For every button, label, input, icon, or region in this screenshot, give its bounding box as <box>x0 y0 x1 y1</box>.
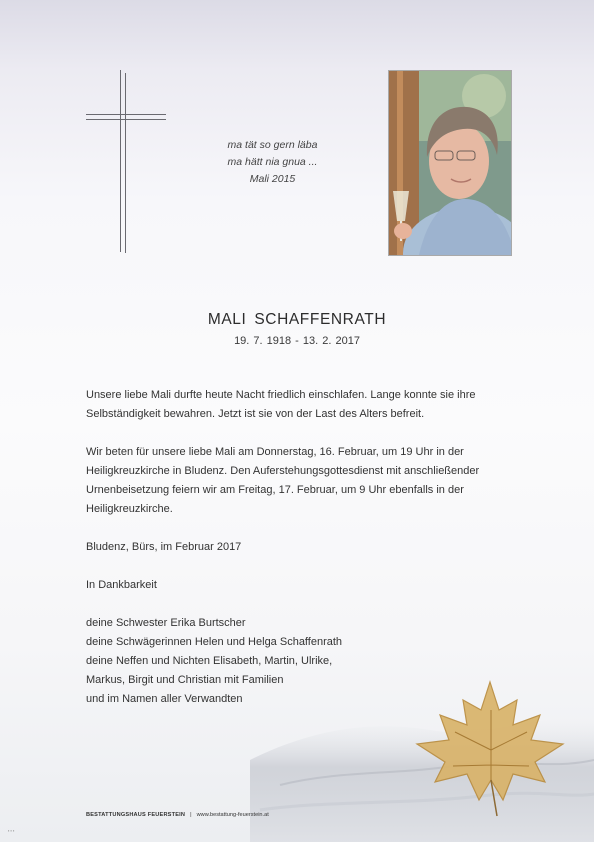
text-line: Heiligkreuzkirche in Bludenz. Den Auferstehungsgottesdienst mit anschließender <box>86 465 480 477</box>
mourner-line: deine Schwester Erika Burtscher <box>86 617 246 629</box>
mourner-line: und im Namen aller Verwandten <box>86 693 243 705</box>
place-and-date: Bludenz, Bürs, im Februar 2017 <box>86 541 242 553</box>
announcement-paragraph <box>86 386 516 424</box>
funeral-home-url[interactable]: www.bestattung-feuerstein.at <box>196 812 269 818</box>
text-line: Unsere liebe Mali durfte heute Nacht friedlich einschlafen. Lange konnte sie ihre <box>86 389 476 401</box>
service-paragraph <box>86 443 516 519</box>
memorial-quote <box>200 137 345 188</box>
text-line: Wir beten für unsere liebe Mali am Donnerstag, 16. Februar, um 19 Uhr in der <box>86 446 464 458</box>
cross-symbol <box>86 70 166 254</box>
portrait-photo <box>388 70 512 256</box>
deceased-name: MALI SCHAFFENRATH <box>207 311 387 328</box>
mourner-line: deine Neffen und Nichten Elisabeth, Martin, Ulrike, <box>86 655 333 667</box>
text-line: Urnenbeisetzung feiern wir am Freitag, 17. Februar, um 9 Uhr ebenfalls in der <box>86 484 464 496</box>
footer-separator: | <box>190 812 192 818</box>
life-dates: 19. 7. 1918 - 13. 2. 2017 <box>234 335 360 347</box>
mourners-list <box>86 614 516 709</box>
text-line: Heiligkreuzkirche. <box>86 503 173 515</box>
mourner-line: Markus, Birgit und Christian mit Familien <box>86 674 284 686</box>
print-mark: ▪ ▪ ▪ <box>8 828 15 833</box>
gratitude-line: In Dankbarkeit <box>86 579 157 591</box>
funeral-home-footer <box>86 812 269 818</box>
quote-attribution: Mali 2015 <box>249 173 296 185</box>
quote-line-1: ma tät so gern läba <box>227 139 318 151</box>
obituary-text <box>86 386 516 709</box>
funeral-home-name: BESTATTUNGSHAUS FEUERSTEIN <box>86 812 186 818</box>
mourner-line: deine Schwägerinnen Helen und Helga Schaffenrath <box>86 636 343 648</box>
text-line: Selbständigkeit bewahren. Jetzt ist sie von der Last des Alters befreit. <box>86 408 425 420</box>
quote-line-2: ma hätt nia gnua ... <box>227 156 318 168</box>
